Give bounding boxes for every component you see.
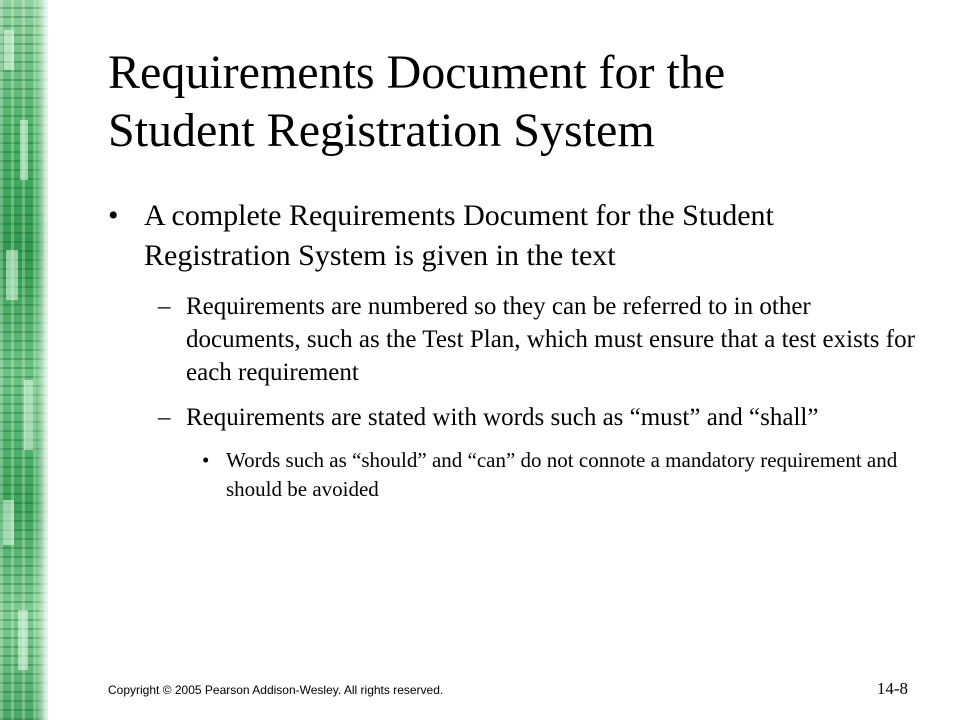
bullet-text: A complete Requirements Document for the Student Registration System is given in the text: [144, 199, 774, 272]
strip-building-shape: [18, 610, 28, 670]
slide-title: [108, 44, 928, 160]
subbullet-text: Requirements are numbered so they can be referred to in other documents, such as the Test Plan, which must ensure that a test exists for each requirement: [186, 293, 915, 386]
slide-title-line-2: Student Registration System: [108, 104, 655, 157]
copyright-footer: Copyright © 2005 Pearson Addison-Wesley. All rights reserved.: [108, 683, 444, 697]
subsubbullet-text: Words such as “should” and “can” do not connote a mandatory requirement and should be avoided: [226, 448, 898, 501]
strip-building-shape: [24, 380, 33, 450]
bullet-item: [108, 196, 918, 276]
subbullet-text: Requirements are stated with words such as “must” and “shall”: [186, 404, 819, 431]
strip-fade: [34, 0, 48, 720]
subbullet-item: [108, 290, 918, 389]
strip-building-shape: [20, 120, 28, 180]
slide-body: [108, 196, 918, 504]
subbullet-item: [108, 401, 918, 434]
bullet-mark: •: [108, 199, 119, 232]
slide-title-line-1: Requirements Document for the: [108, 46, 726, 99]
decorative-side-strip: [0, 0, 48, 720]
strip-building-shape: [6, 250, 18, 300]
strip-building-shape: [4, 30, 14, 70]
strip-building-shape: [3, 500, 14, 545]
dash-mark: –: [158, 293, 171, 320]
page-number: 14-8: [876, 679, 908, 698]
dash-mark: –: [158, 404, 171, 431]
subsubbullet-item: [108, 446, 918, 504]
bullet-mark: •: [202, 448, 210, 472]
